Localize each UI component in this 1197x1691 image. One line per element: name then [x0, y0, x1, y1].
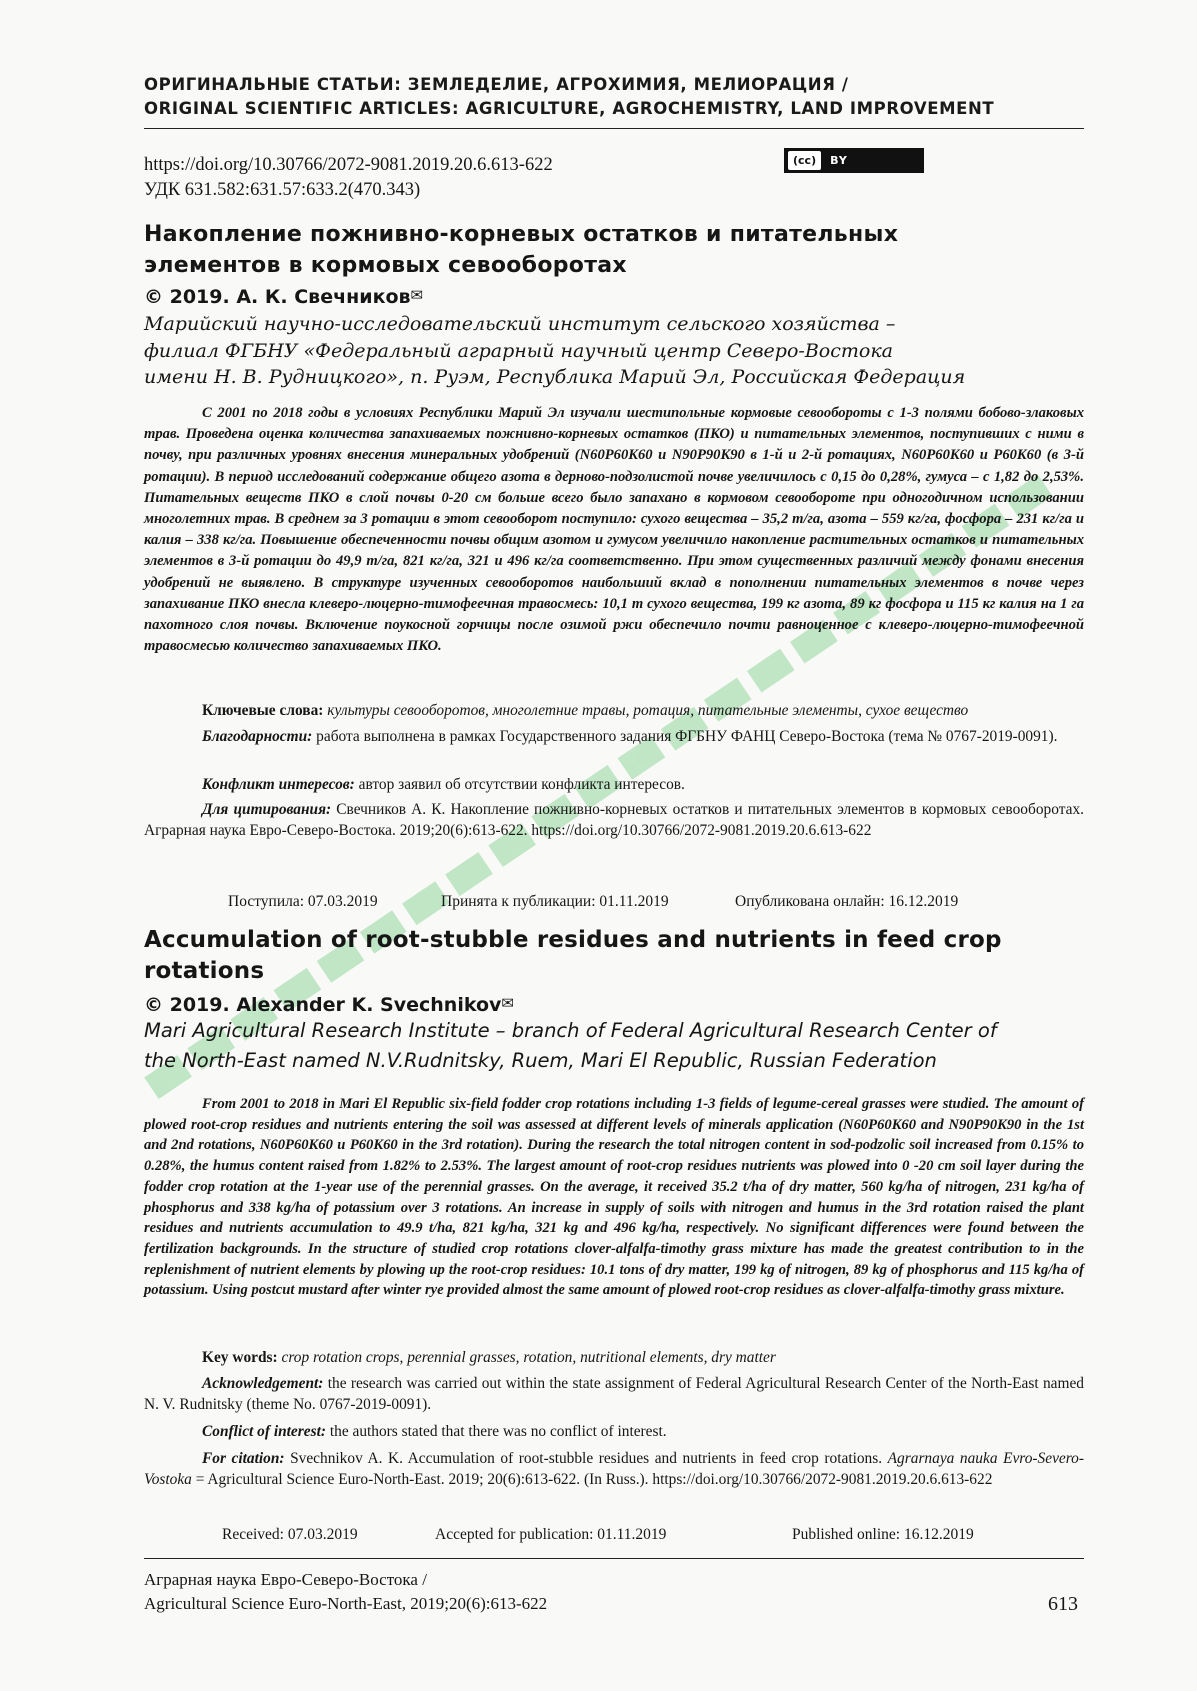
- ack-ru-text: работа выполнена в рамках Государственного задания ФГБНУ ФАНЦ Северо-Востока (тема № 0767-2019-0091).: [316, 728, 1058, 745]
- citation-ru: [144, 799, 1084, 841]
- author-en: [144, 994, 514, 1016]
- affiliation-en-line1: Mari Agricultural Research Institute – branch of Federal Agricultural Research Center of: [144, 1019, 997, 1042]
- citation-en-text-b[interactable]: = Agricultural Science Euro-North-East. 2019; 20(6):613-622. (In Russ.). https://doi.org/10.30766/2072-9081.2019.20.6.613-622: [195, 1471, 993, 1488]
- section-header-ru: ОРИГИНАЛЬНЫЕ СТАТЬИ: ЗЕМЛЕДЕЛИЕ, АГРОХИМИЯ, МЕЛИОРАЦИЯ /: [144, 75, 849, 94]
- doi-link[interactable]: https://doi.org/10.30766/2072-9081.2019.20.6.613-622: [144, 155, 553, 175]
- affiliation-en: [144, 1016, 1104, 1076]
- mail-icon-en[interactable]: ✉: [501, 994, 514, 1012]
- by-label: BY: [830, 154, 848, 167]
- author-en-name: © 2019. Alexander K. Svechnikov: [144, 994, 502, 1016]
- received-en: Received: 07.03.2019: [222, 1526, 358, 1543]
- keywords-ru: [144, 700, 1084, 721]
- affiliation-ru-line3: имени Н. В. Рудницкого», п. Руэм, Республика Марий Эл, Российская Федерация: [144, 366, 966, 388]
- abstract-en: From 2001 to 2018 in Mari El Republic six-field fodder crop rotations including 1-3 fields of legume-cereal grasses were studied. The amount of plowed root-crop residues and nutrients entering the soil was assessed at different levels of minerals application (N60P60K60 and N90P90K90 in the 1st and 2nd rotations, N60P60K60 и P60K60 in the 3rd rotation). During the research the total nitrogen content in sod-podzolic soil increased from 0.15% to 0.28%, the humus content raised from 1.82% to 2.53%. The largest amount of root-crop residues nutrients was plowed into 0 -20 cm soil layer during the fodder crop rotation at the 1-year use of the perennial grasses. On the average, it received 35.2 t/ha of dry matter, 560 kg/ha of nitrogen, 231 kg/ha of phosphorus and 338 kg/ha of potassium over 3 rotations. An increase in supply of soils with nitrogen and humus in the 3rd rotation raised the plant residues and nutrients accumulation to 49.9 t/ha, 821 kg/ha, 321 kg and 496 kg/ha, respectively. No significant differences were found between the fertilization backgrounds. In the structure of studied crop rotations clover-alfalfa-timothy grass mixture has made the greatest contribution to in the replenishment of nutrient elements by plowing up the root-crop residues: 10.1 tons of dry matter, 199 kg of nitrogen, 89 kg of phosphorus and 115 kg/ha of potassium. Using postcut mustard after winter rye provided almost the same amount of plowed root-crop residues as clover-alfalfa-timothy grass mixture.: [144, 1096, 1084, 1299]
- title-ru-line2: элементов в кормовых севооборотах: [144, 253, 627, 278]
- ack-ru-label: Благодарности:: [202, 728, 313, 745]
- keywords-en: [144, 1347, 1084, 1368]
- title-en-line2: rotations: [144, 958, 265, 984]
- abstract-ru: С 2001 по 2018 годы в условиях Республики Марий Эл изучали шестипольные кормовые севообороты с 1-3 полями бобово-злаковых трав. Проведена оценка количества запахиваемых пожнивно-корневых остатков (ПКО) и питательных элементов, поступивших с ними в почву, при различных уровнях внесения минеральных удобрений (N60P60K60 и N90P90K90 в 1-й и 2-й ротациях, N60P60K60 и P60K60 (в 3-й ротации). В период исследований содержание общего азота в дерново-подзолистой почве увеличилось с 0,15 до 0,28%, гумуса – с 1,82 до 2,53%. Питательных веществ ПКО в слой почвы 0-20 см больше всего было запахано в кормовом севообороте при одногодичном использовании многолетних трав. В среднем за 3 ротации в этот севооборот поступило: сухого вещества – 35,2 т/га, азота – 559 кг/га, фосфора – 231 кг/га и калия – 338 кг/га. Повышение обеспеченности почвы общим азотом и гумусом увеличило накопление растительных остатков и питательных элементов в 3-й ротации до 49,9 т/га, 821 кг/га, 321 и 496 кг/га соответственно. При этом существенных различий между фонами внесения удобрений не выявлено. В структуре изученных севооборотов наибольший вклад в пополнении питательных элементов в почве через запахивание ПКО внесла клеверо-люцерно-тимофеечная травосмесь: 10,1 т сухого вещества, 199 кг азота, 89 кг фосфора и 115 кг калия на 1 га пахотного слоя почвы. Включение поукосной горчицы после озимой ржи обеспечило почти равноценное с клеверо-люцерно-тимофеечной травосмесью количество запахиваемых ПКО.: [144, 405, 1084, 655]
- page-number: 613: [1048, 1593, 1078, 1615]
- keywords-en-label: Key words:: [202, 1349, 278, 1366]
- conflict-ru-text: автор заявил об отсутствии конфликта интересов.: [358, 776, 685, 793]
- section-header-en: ORIGINAL SCIENTIFIC ARTICLES: AGRICULTURE, AGROCHEMISTRY, LAND IMPROVEMENT: [144, 99, 995, 118]
- mail-icon[interactable]: ✉: [410, 286, 424, 304]
- title-ru: [144, 219, 1044, 281]
- published-ru: Опубликована онлайн: 16.12.2019: [735, 893, 959, 910]
- cc-by-license-badge[interactable]: [784, 148, 924, 173]
- keywords-en-text: crop rotation crops, perennial grasses, rotation, nutritional elements, dry matter: [281, 1349, 776, 1366]
- received-ru: Поступила: 07.03.2019: [228, 893, 378, 910]
- cc-icon: (cc): [787, 150, 822, 171]
- accepted-ru: Принята к публикации: 01.11.2019: [441, 893, 669, 910]
- ack-ru: [144, 726, 1084, 747]
- conflict-en-text: the authors stated that there was no conflict of interest.: [329, 1423, 667, 1440]
- conflict-en: [144, 1421, 1084, 1442]
- title-en: [144, 925, 1104, 987]
- ack-en-text: the research was carried out within the state assignment of Federal Agricultural Research Center of the North-East named N. V. Rudnitsky (theme No. 0767-2019-0091).: [144, 1375, 1084, 1413]
- citation-en: [144, 1448, 1084, 1490]
- keywords-ru-label: Ключевые слова:: [202, 702, 324, 719]
- udk-code: УДК 631.582:631.57:633.2(470.343): [144, 180, 421, 200]
- citation-en-text-a: Svechnikov A. K. Accumulation of root-stubble residues and nutrients in feed crop rotations.: [290, 1450, 883, 1467]
- header-rule: [144, 128, 1084, 129]
- keywords-ru-text: культуры севооборотов, многолетние травы, ротация, питательные элементы, сухое вещество: [327, 702, 969, 719]
- affiliation-ru-line1: Марийский научно-исследовательский институт сельского хозяйства –: [144, 313, 896, 335]
- ack-en: [144, 1373, 1084, 1415]
- conflict-ru: [144, 774, 1084, 795]
- footer-journal-en: Agricultural Science Euro-North-East, 2019;20(6):613-622: [144, 1594, 548, 1613]
- title-ru-line1: Накопление пожнивно-корневых остатков и питательных: [144, 222, 899, 247]
- ack-en-label: Acknowledgement:: [202, 1375, 324, 1392]
- footer-journal-ru: Аграрная наука Евро-Северо-Востока /: [144, 1570, 427, 1589]
- footer-rule: [144, 1558, 1084, 1559]
- published-en: Published online: 16.12.2019: [792, 1526, 974, 1543]
- conflict-ru-label: Конфликт интересов:: [202, 776, 355, 793]
- citation-en-journal: Agrarnaya nauka Evro-Severo-Vostoka: [144, 1450, 1084, 1488]
- citation-ru-text[interactable]: Свечников А. К. Накопление пожнивно-корневых остатков и питательных элементов в кормовых севооборотах. Аграрная наука Евро-Северо-Востока. 2019;20(6):613-622. https://doi.org/10.30766/2072-9081.2019.20.6.613-622: [144, 801, 1084, 839]
- author-ru: [144, 286, 423, 308]
- affiliation-ru: [144, 311, 1044, 391]
- citation-ru-label: Для цитирования:: [202, 801, 332, 818]
- conflict-en-label: Conflict of interest:: [202, 1423, 326, 1440]
- affiliation-ru-line2: филиал ФГБНУ «Федеральный аграрный научный центр Северо-Востока: [144, 339, 893, 362]
- accepted-en: Accepted for publication: 01.11.2019: [435, 1526, 667, 1543]
- affiliation-en-line2: the North-East named N.V.Rudnitsky, Ruem, Mari El Republic, Russian Federation: [144, 1049, 937, 1072]
- citation-en-label: For citation:: [202, 1450, 285, 1467]
- author-ru-name: © 2019. А. К. Свечников: [144, 286, 411, 308]
- title-en-line1: Accumulation of root-stubble residues and nutrients in feed crop: [144, 927, 1002, 953]
